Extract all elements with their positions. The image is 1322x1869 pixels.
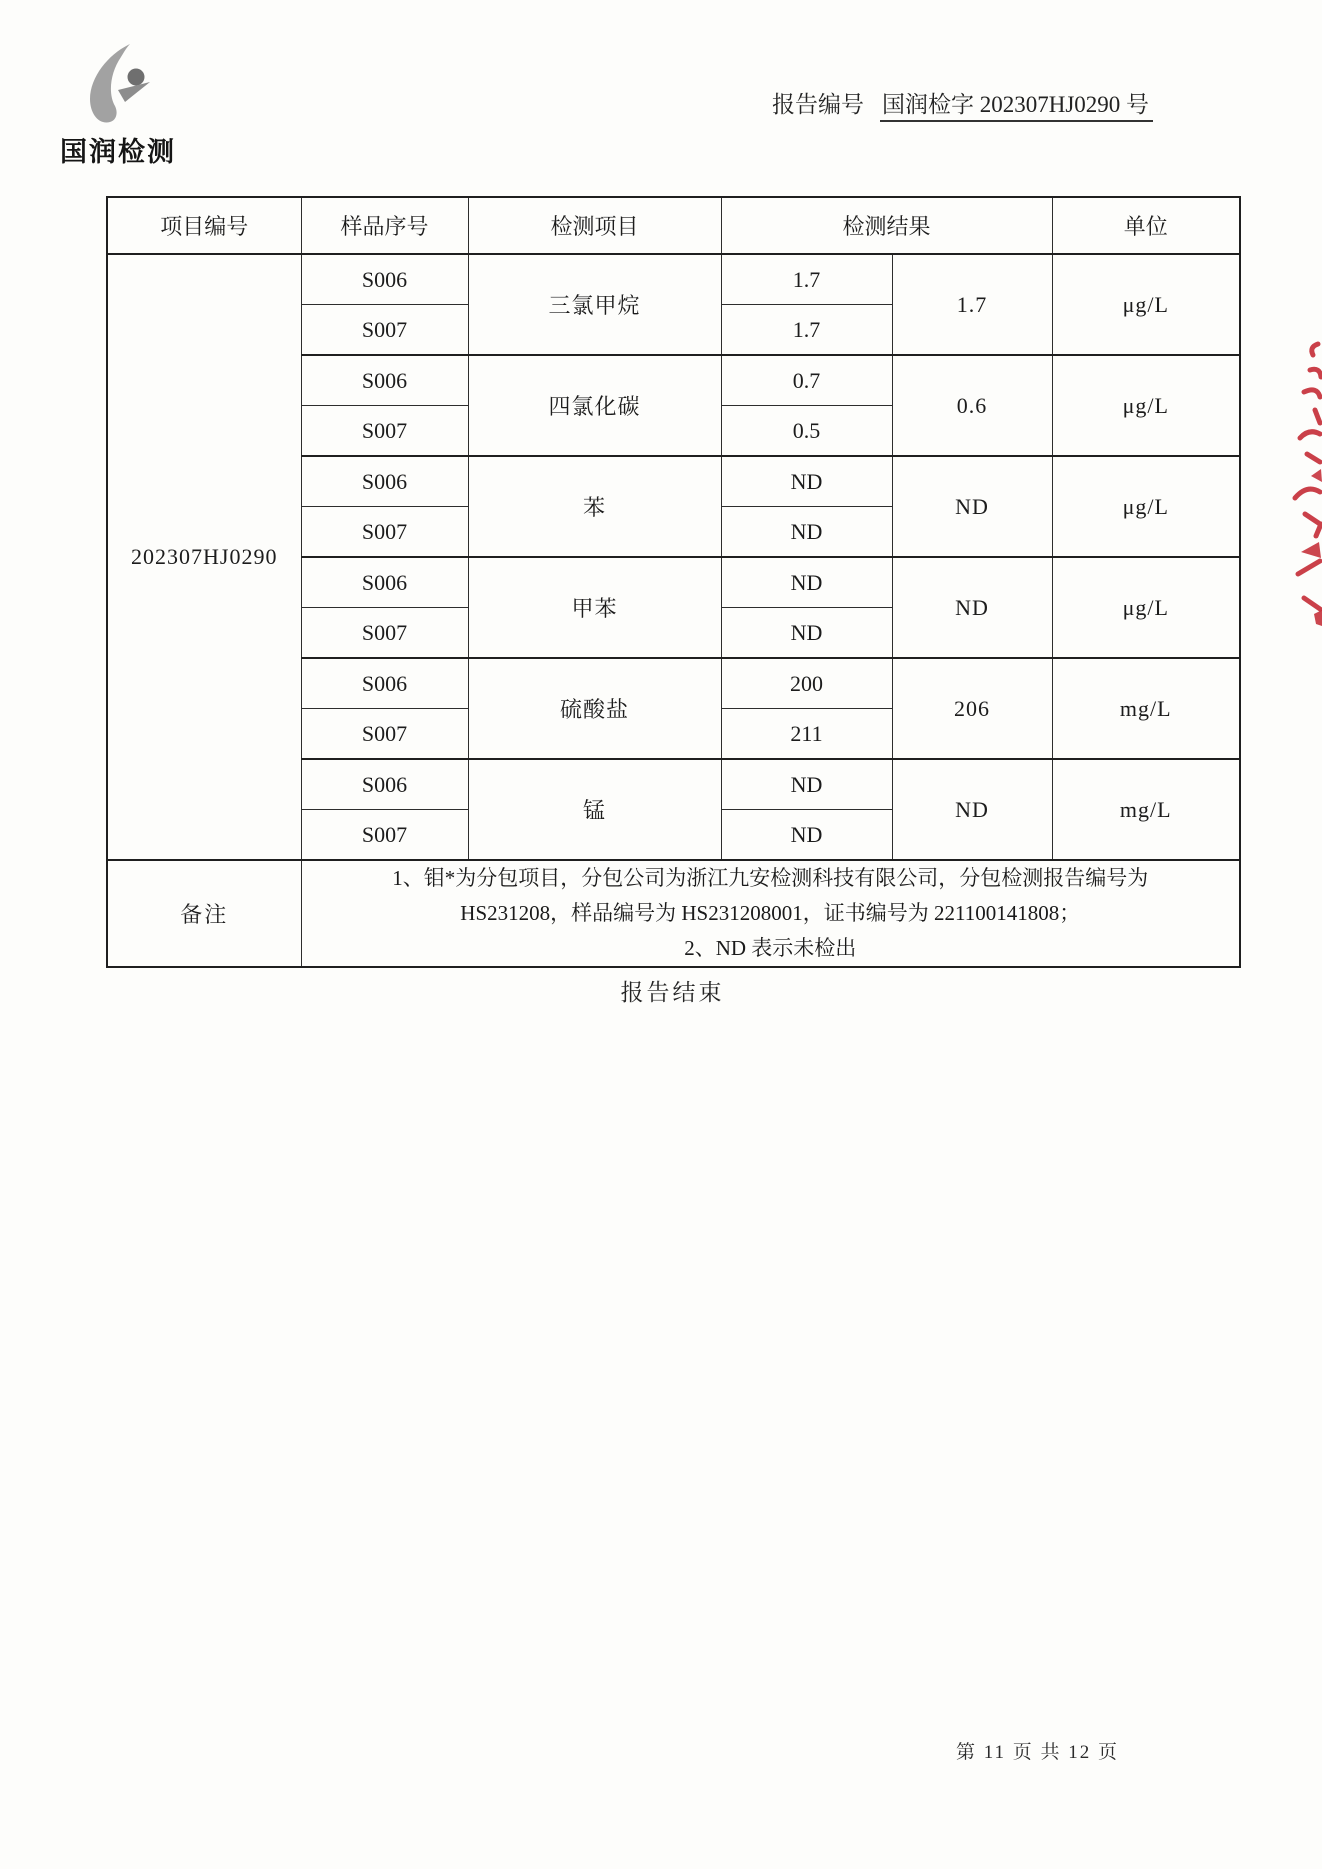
col-header-result: 检测结果: [721, 197, 1052, 254]
col-header-unit: 单位: [1052, 197, 1240, 254]
logo-text: 国润检测: [60, 137, 176, 167]
item-cell: 四氯化碳: [468, 355, 721, 456]
remark-line: HS231208，样品编号为 HS231208001，证书编号为 221100141808；: [460, 901, 1081, 925]
result-cell: 0.5: [721, 406, 892, 457]
table-row: [107, 254, 1240, 305]
sample-id-cell: S007: [301, 305, 468, 356]
result-cell: ND: [721, 759, 892, 810]
sample-id-cell: S007: [301, 507, 468, 558]
page-number: 第 11 页 共 12 页: [956, 1742, 1120, 1763]
result-cell: 200: [721, 658, 892, 709]
item-cell: 硫酸盐: [468, 658, 721, 759]
sample-id-cell: S007: [301, 810, 468, 861]
item-cell: 甲苯: [468, 557, 721, 658]
item-cell: 锰: [468, 759, 721, 860]
item-cell: 苯: [468, 456, 721, 557]
project-number-cell: 202307HJ0290: [107, 254, 301, 860]
report-number-line: [772, 86, 1153, 119]
item-cell: 三氯甲烷: [468, 254, 721, 355]
unit-cell: μg/L: [1052, 456, 1240, 557]
remark-label-cell: 备注: [107, 860, 301, 967]
col-header-project-no: 项目编号: [107, 197, 301, 254]
sample-id-cell: S006: [301, 456, 468, 507]
result-cell: ND: [721, 810, 892, 861]
result-cell: ND: [721, 507, 892, 558]
sample-id-cell: S006: [301, 658, 468, 709]
red-stamp-fragment-icon: [1292, 330, 1322, 630]
avg-result-cell: ND: [892, 557, 1052, 658]
result-cell: 1.7: [721, 305, 892, 356]
result-cell: 0.7: [721, 355, 892, 406]
report-end-text: 报告结束: [620, 980, 725, 1005]
avg-result-cell: 0.6: [892, 355, 1052, 456]
col-header-item: 检测项目: [468, 197, 721, 254]
sample-id-cell: S007: [301, 709, 468, 760]
sample-id-cell: S007: [301, 608, 468, 659]
sample-id-cell: S006: [301, 355, 468, 406]
avg-result-cell: 206: [892, 658, 1052, 759]
company-logo: [60, 44, 210, 169]
remark-line: 1、钼*为分包项目，分包公司为浙江九安检测科技有限公司，分包检测报告编号为: [392, 866, 1149, 890]
unit-cell: mg/L: [1052, 658, 1240, 759]
sample-id-cell: S006: [301, 254, 468, 305]
remark-content-cell: [301, 860, 1240, 967]
avg-result-cell: 1.7: [892, 254, 1052, 355]
unit-cell: μg/L: [1052, 355, 1240, 456]
unit-cell: μg/L: [1052, 557, 1240, 658]
sample-id-cell: S006: [301, 557, 468, 608]
result-cell: 211: [721, 709, 892, 760]
remark-line: 2、ND 表示未检出: [684, 936, 857, 960]
result-cell: 1.7: [721, 254, 892, 305]
logo-swoosh-icon: [88, 44, 152, 126]
col-header-sample-no: 样品序号: [301, 197, 468, 254]
unit-cell: mg/L: [1052, 759, 1240, 860]
report-number-value: 国润检字 202307HJ0290 号: [880, 92, 1153, 122]
unit-cell: μg/L: [1052, 254, 1240, 355]
result-cell: ND: [721, 456, 892, 507]
avg-result-cell: ND: [892, 759, 1052, 860]
result-cell: ND: [721, 608, 892, 659]
table-header-row: [107, 197, 1240, 254]
result-cell: ND: [721, 557, 892, 608]
sample-id-cell: S006: [301, 759, 468, 810]
test-results-table: [106, 196, 1241, 968]
avg-result-cell: ND: [892, 456, 1052, 557]
sample-id-cell: S007: [301, 406, 468, 457]
report-number-label: 报告编号: [772, 92, 864, 117]
remark-row: [107, 860, 1240, 967]
